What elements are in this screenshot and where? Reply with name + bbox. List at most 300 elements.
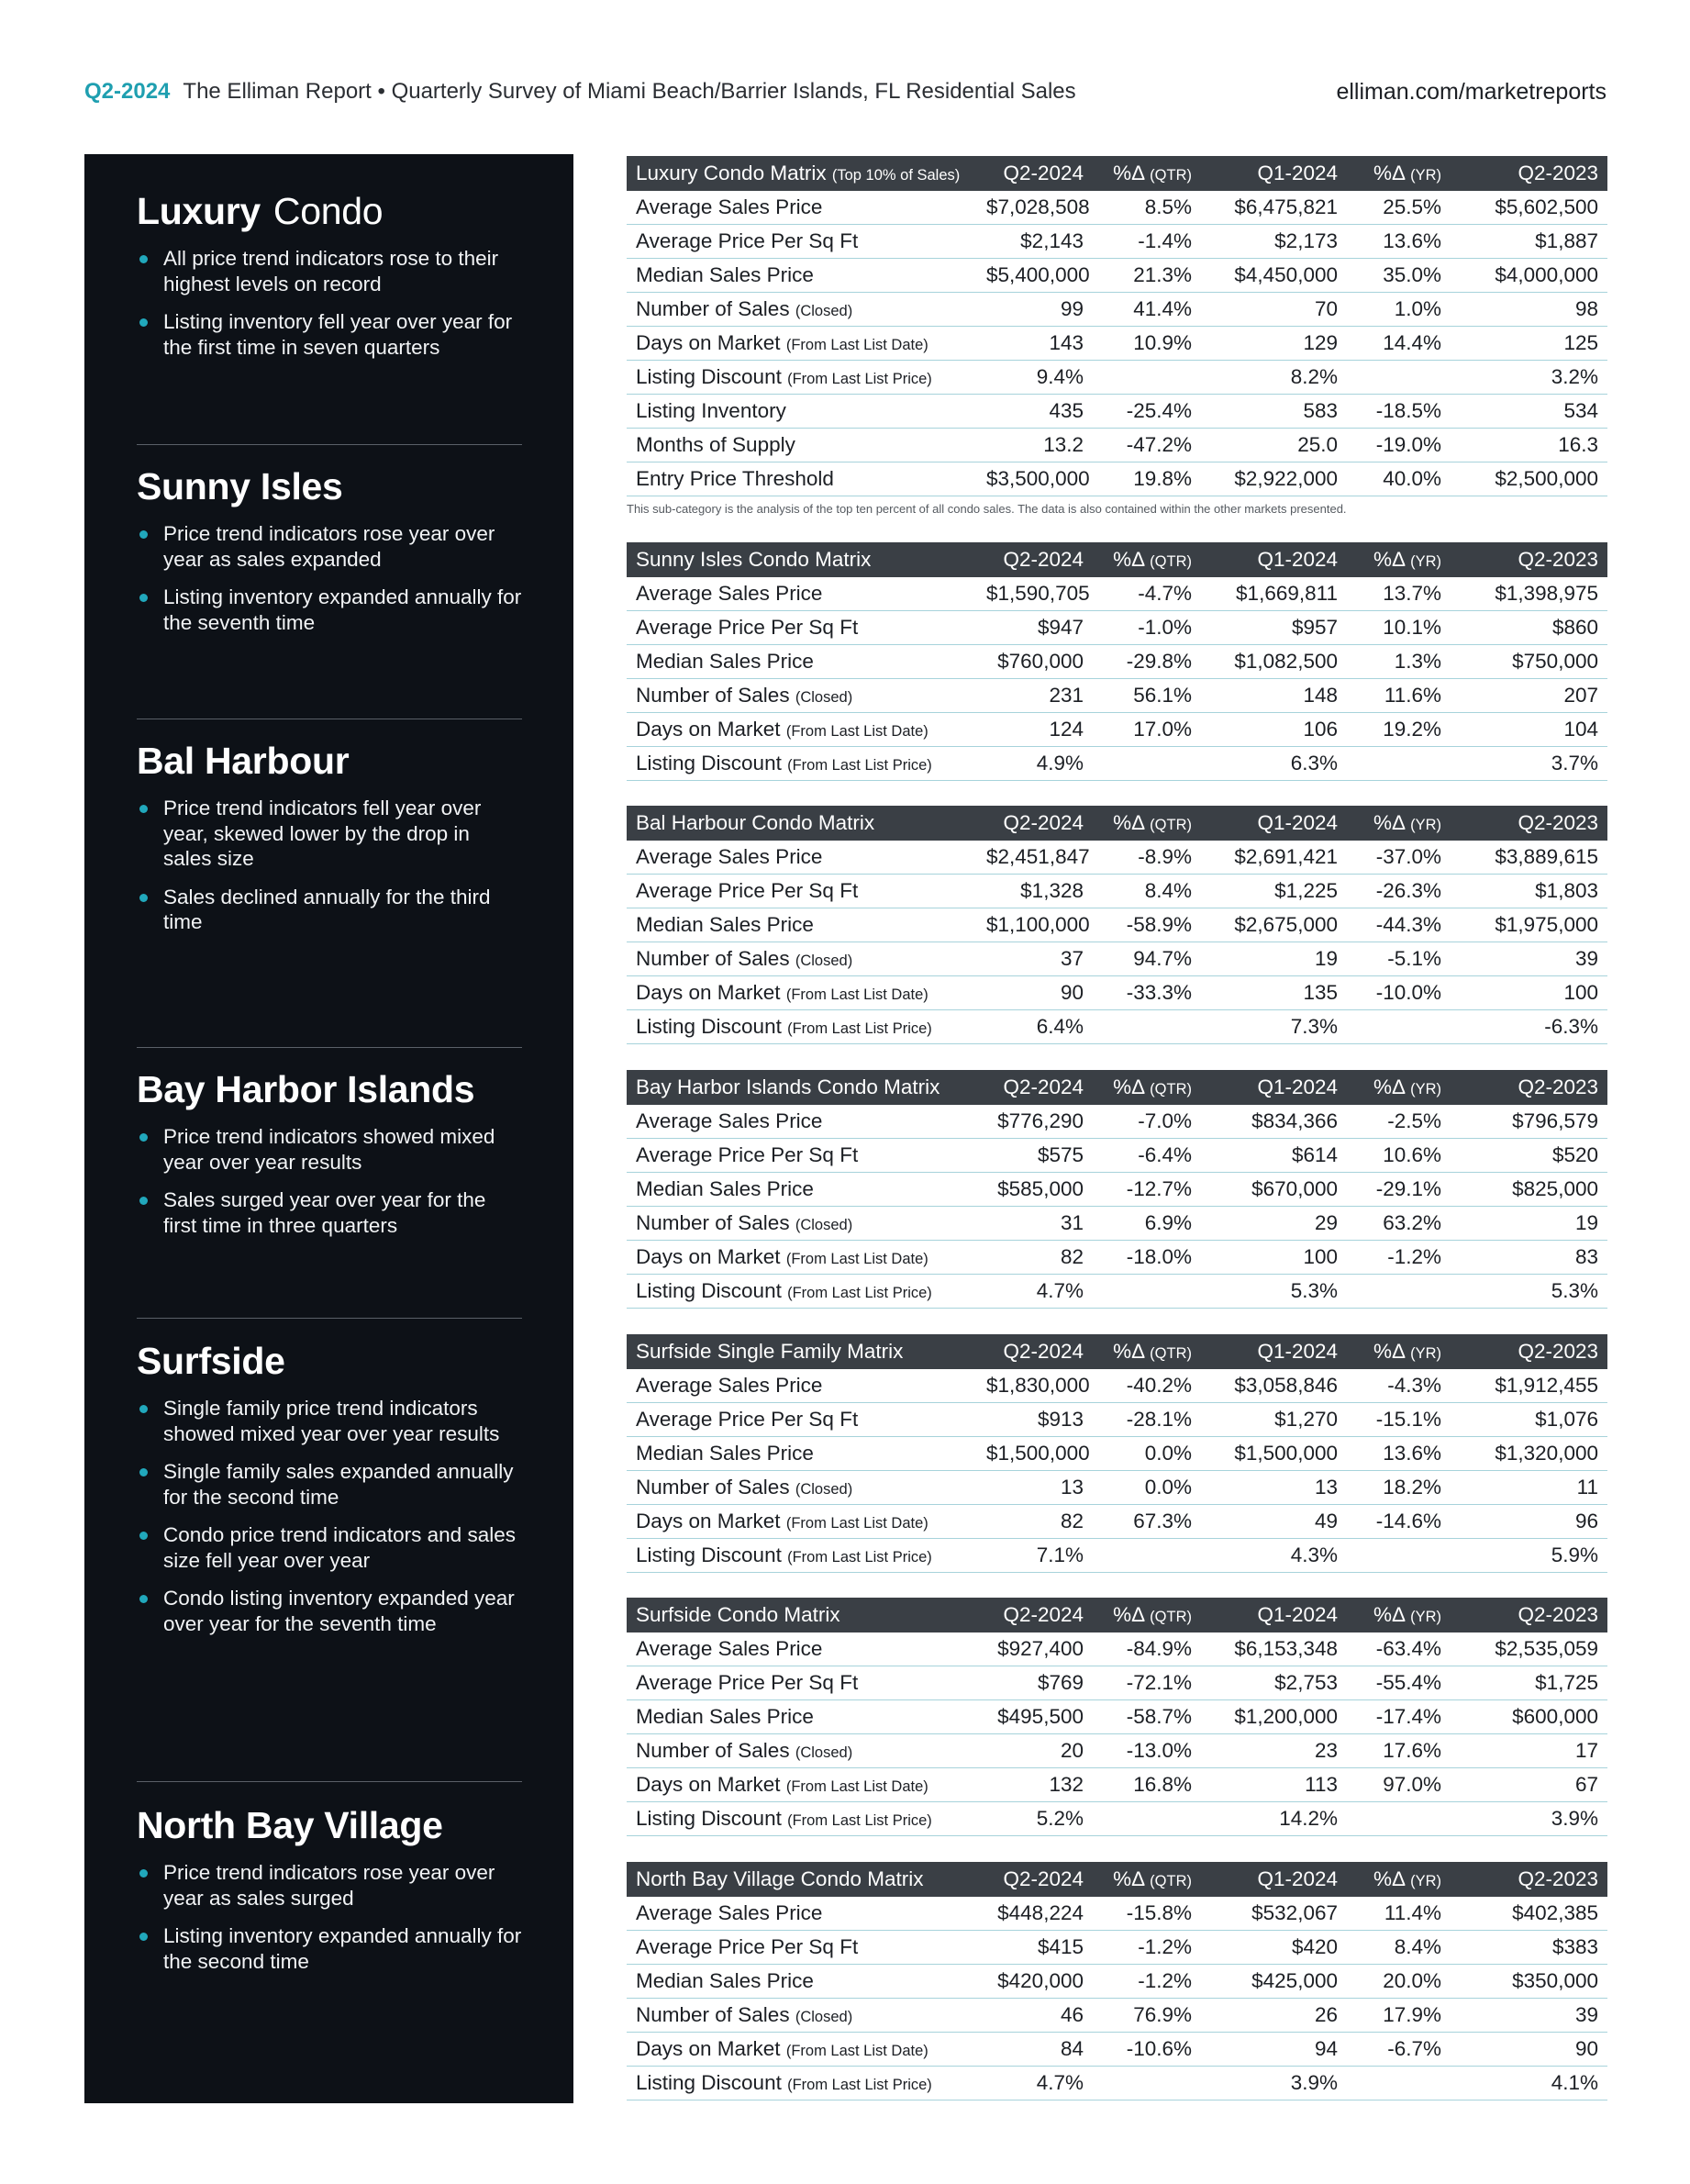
matrix-table-block — [627, 806, 1607, 1044]
col-header-text: %Δ — [1373, 1075, 1405, 1098]
report-url-link[interactable]: elliman.com/marketreports — [1336, 78, 1607, 105]
bullet-dot-icon — [139, 1532, 148, 1540]
matrix-table-block — [627, 542, 1607, 781]
table-cell: $1,076 — [1451, 1403, 1607, 1437]
table-cell: 96 — [1451, 1505, 1607, 1539]
matrix-table — [627, 1862, 1607, 2100]
row-label-text: Average Price Per Sq Ft — [636, 1143, 859, 1166]
sidebar-bullet-text: Sales declined annually for the third time — [163, 885, 491, 933]
table-cell: $1,500,000 — [977, 1437, 1093, 1471]
table-cell: $1,887 — [1451, 225, 1607, 259]
col-header-pct-qtr — [1093, 156, 1201, 191]
matrix-title — [627, 1070, 977, 1105]
row-label-note: (Closed) — [795, 1217, 853, 1233]
sidebar-bullet — [137, 309, 522, 360]
row-label-text: Median Sales Price — [636, 650, 814, 673]
table-cell: 231 — [977, 679, 1093, 713]
col-header-text: Q2-2023 — [1518, 1075, 1598, 1098]
col-header-q2-2024 — [977, 1598, 1093, 1632]
row-label — [627, 1369, 977, 1403]
table-cell: 40.0% — [1347, 462, 1451, 496]
col-header-pct-qtr — [1093, 1598, 1201, 1632]
table-row — [627, 1965, 1607, 1999]
col-header-text: %Δ — [1113, 1603, 1144, 1626]
table-cell: -84.9% — [1093, 1632, 1201, 1666]
col-header-pct-yr — [1347, 1334, 1451, 1369]
bullet-dot-icon — [139, 1933, 148, 1941]
row-label-text: Number of Sales — [636, 1211, 790, 1234]
table-cell: $420,000 — [977, 1965, 1093, 1999]
table-cell: -4.3% — [1347, 1369, 1451, 1403]
matrix-table — [627, 806, 1607, 1044]
col-header-q1-2024 — [1201, 1598, 1347, 1632]
table-cell: 583 — [1201, 395, 1347, 429]
table-cell: 90 — [977, 976, 1093, 1010]
col-header-pct-qtr — [1093, 1862, 1201, 1897]
row-label — [627, 1999, 977, 2033]
table-row — [627, 577, 1607, 611]
row-label-note: (From Last List Date) — [785, 723, 928, 740]
matrix-title-text: Luxury Condo Matrix — [636, 162, 827, 184]
table-cell: $750,000 — [1451, 645, 1607, 679]
table-cell: 14.2% — [1201, 1802, 1347, 1836]
sidebar-bullet-text: Condo price trend indicators and sales size fell year over year — [163, 1523, 516, 1572]
table-cell: -18.5% — [1347, 395, 1451, 429]
table-cell — [1347, 1802, 1451, 1836]
sidebar-section — [137, 739, 522, 948]
matrix-header-row — [627, 542, 1607, 577]
table-cell: 19 — [1451, 1207, 1607, 1241]
table-cell: -29.1% — [1347, 1173, 1451, 1207]
col-header-text: Q2-2024 — [1003, 1075, 1084, 1098]
table-row — [627, 191, 1607, 225]
col-header-pct-qtr — [1093, 1070, 1201, 1105]
row-label-text: Listing Discount — [636, 752, 782, 774]
row-label-note: (Closed) — [795, 303, 853, 319]
matrix-table-block — [627, 1334, 1607, 1573]
col-header-q2-2023 — [1451, 1334, 1607, 1369]
table-cell: 17.0% — [1093, 713, 1201, 747]
table-cell: 20.0% — [1347, 1965, 1451, 1999]
row-label-note: (Closed) — [795, 2009, 853, 2025]
table-cell: 23 — [1201, 1734, 1347, 1768]
table-cell: 1.3% — [1347, 645, 1451, 679]
table-cell: -25.4% — [1093, 395, 1201, 429]
table-cell: 7.1% — [977, 1539, 1093, 1573]
col-header-text: Q2-2024 — [1003, 1340, 1084, 1363]
bullet-dot-icon — [139, 1595, 148, 1603]
table-row — [627, 1897, 1607, 1931]
table-row — [627, 1173, 1607, 1207]
sidebar-section-title — [137, 739, 522, 783]
table-cell: $913 — [977, 1403, 1093, 1437]
table-cell — [1347, 2067, 1451, 2100]
table-cell: 63.2% — [1347, 1207, 1451, 1241]
table-row — [627, 976, 1607, 1010]
table-cell: 10.6% — [1347, 1139, 1451, 1173]
table-row — [627, 942, 1607, 976]
table-row — [627, 462, 1607, 496]
row-label-text: Days on Market — [636, 1245, 781, 1268]
row-label-note: (From Last List Price) — [787, 371, 932, 387]
matrix-title-text: Bal Harbour Condo Matrix — [636, 811, 875, 834]
row-label — [627, 1666, 977, 1700]
sidebar-section — [137, 1803, 522, 1987]
sidebar-divider — [137, 1781, 522, 1782]
row-label — [627, 1931, 977, 1965]
sidebar-section-title — [137, 1339, 522, 1383]
table-cell: 83 — [1451, 1241, 1607, 1275]
row-label — [627, 1802, 977, 1836]
sidebar-bullet-list — [137, 1860, 522, 1974]
row-label-text: Median Sales Price — [636, 913, 814, 936]
col-header-text: Q2-2023 — [1518, 1867, 1598, 1890]
table-cell: -6.4% — [1093, 1139, 1201, 1173]
col-header-text: Q2-2023 — [1518, 1340, 1598, 1363]
table-cell: $860 — [1451, 611, 1607, 645]
table-cell: -1.2% — [1093, 1965, 1201, 1999]
row-label-text: Average Price Per Sq Ft — [636, 1935, 859, 1958]
table-cell: -19.0% — [1347, 429, 1451, 462]
table-cell: -1.2% — [1093, 1931, 1201, 1965]
row-label-note: (Closed) — [795, 689, 853, 706]
row-label-text: Average Sales Price — [636, 1637, 823, 1660]
table-cell: $495,500 — [977, 1700, 1093, 1734]
table-cell: -58.9% — [1093, 908, 1201, 942]
bullet-dot-icon — [139, 530, 148, 539]
matrix-title-text: Sunny Isles Condo Matrix — [636, 548, 872, 571]
table-cell: 10.9% — [1093, 327, 1201, 361]
table-cell: 99 — [977, 293, 1093, 327]
bullet-dot-icon — [139, 255, 148, 263]
col-header-text: %Δ — [1373, 548, 1405, 571]
row-label-text: Median Sales Price — [636, 1177, 814, 1200]
matrix-table — [627, 1334, 1607, 1573]
table-cell: $1,100,000 — [977, 908, 1093, 942]
row-label — [627, 841, 977, 875]
sidebar-bullet — [137, 1396, 522, 1446]
row-label — [627, 395, 977, 429]
col-header-q2-2024 — [977, 1862, 1093, 1897]
matrix-header-row — [627, 1598, 1607, 1632]
table-cell: $1,082,500 — [1201, 645, 1347, 679]
table-cell: 82 — [977, 1505, 1093, 1539]
table-cell: 8.5% — [1093, 191, 1201, 225]
table-cell: 67.3% — [1093, 1505, 1201, 1539]
table-row — [627, 841, 1607, 875]
table-cell: $2,675,000 — [1201, 908, 1347, 942]
table-cell: -28.1% — [1093, 1403, 1201, 1437]
row-label — [627, 1505, 977, 1539]
table-cell: 11.4% — [1347, 1897, 1451, 1931]
table-cell: 5.3% — [1451, 1275, 1607, 1309]
col-header-q1-2024 — [1201, 542, 1347, 577]
col-header-pct-qtr — [1093, 806, 1201, 841]
table-cell: 35.0% — [1347, 259, 1451, 293]
sidebar-bullet-list — [137, 1124, 522, 1238]
table-cell: 56.1% — [1093, 679, 1201, 713]
row-label-note: (From Last List Date) — [785, 337, 928, 353]
col-header-q2-2024 — [977, 806, 1093, 841]
table-cell: 124 — [977, 713, 1093, 747]
table-cell: -47.2% — [1093, 429, 1201, 462]
table-row — [627, 2067, 1607, 2100]
matrix-table-block — [627, 1862, 1607, 2100]
table-cell: 97.0% — [1347, 1768, 1451, 1802]
table-cell: 13.7% — [1347, 577, 1451, 611]
table-row — [627, 1010, 1607, 1044]
sidebar-section — [137, 464, 522, 648]
sidebar-title-text: Luxury — [137, 190, 261, 232]
row-label-text: Average Sales Price — [636, 195, 823, 218]
highlights-sidebar — [84, 154, 573, 2103]
row-label-note: (Closed) — [795, 953, 853, 969]
row-label — [627, 1207, 977, 1241]
row-label-text: Days on Market — [636, 1773, 781, 1796]
table-cell: 4.9% — [977, 747, 1093, 781]
matrix-table — [627, 156, 1607, 496]
matrix-title — [627, 1862, 977, 1897]
sidebar-bullet — [137, 1923, 522, 1974]
sidebar-divider — [137, 1047, 522, 1048]
col-header-q1-2024 — [1201, 156, 1347, 191]
sidebar-title-text: Sunny Isles — [137, 465, 343, 507]
table-cell: 1.0% — [1347, 293, 1451, 327]
table-row — [627, 225, 1607, 259]
table-cell: 10.1% — [1347, 611, 1451, 645]
sidebar-bullet — [137, 885, 522, 935]
row-label — [627, 361, 977, 395]
table-row — [627, 395, 1607, 429]
row-label-text: Entry Price Threshold — [636, 467, 834, 490]
table-cell: 3.7% — [1451, 747, 1607, 781]
row-label-text: Median Sales Price — [636, 263, 814, 286]
row-label-note: (From Last List Date) — [785, 1251, 928, 1267]
table-cell: 207 — [1451, 679, 1607, 713]
row-label — [627, 1105, 977, 1139]
row-label — [627, 1275, 977, 1309]
report-quarter: Q2-2024 — [84, 79, 171, 104]
col-header-note: (YR) — [1410, 817, 1441, 833]
col-header-note: (QTR) — [1150, 167, 1192, 184]
table-cell: 18.2% — [1347, 1471, 1451, 1505]
table-cell: 100 — [1451, 976, 1607, 1010]
table-cell: 100 — [1201, 1241, 1347, 1275]
col-header-text: Q2-2024 — [1003, 548, 1084, 571]
col-header-pct-yr — [1347, 542, 1451, 577]
col-header-pct-yr — [1347, 156, 1451, 191]
table-cell: $6,153,348 — [1201, 1632, 1347, 1666]
table-cell: 98 — [1451, 293, 1607, 327]
col-header-text: %Δ — [1373, 1603, 1405, 1626]
row-label-note: (From Last List Price) — [787, 757, 932, 774]
table-cell: 94.7% — [1093, 942, 1201, 976]
table-cell: 135 — [1201, 976, 1347, 1010]
sidebar-section — [137, 189, 522, 373]
table-cell: $1,200,000 — [1201, 1700, 1347, 1734]
row-label — [627, 908, 977, 942]
bullet-dot-icon — [139, 1405, 148, 1413]
matrix-header-row — [627, 1862, 1607, 1897]
table-cell: $6,475,821 — [1201, 191, 1347, 225]
matrix-title — [627, 156, 977, 191]
table-cell: $3,500,000 — [977, 462, 1093, 496]
col-header-pct-yr — [1347, 806, 1451, 841]
row-label — [627, 1471, 977, 1505]
row-label — [627, 1734, 977, 1768]
row-label-note: (From Last List Price) — [787, 1549, 932, 1566]
table-cell: -26.3% — [1347, 875, 1451, 908]
table-cell: -63.4% — [1347, 1632, 1451, 1666]
table-cell — [1093, 361, 1201, 395]
row-label-text: Listing Inventory — [636, 399, 786, 422]
row-label-note: (Closed) — [795, 1481, 853, 1498]
table-row — [627, 429, 1607, 462]
table-cell: $448,224 — [977, 1897, 1093, 1931]
table-cell: $402,385 — [1451, 1897, 1607, 1931]
table-cell: -12.7% — [1093, 1173, 1201, 1207]
table-row — [627, 361, 1607, 395]
matrix-title — [627, 542, 977, 577]
table-cell: -17.4% — [1347, 1700, 1451, 1734]
table-cell — [1093, 1539, 1201, 1573]
table-row — [627, 747, 1607, 781]
table-cell: $1,398,975 — [1451, 577, 1607, 611]
table-cell: 13.2 — [977, 429, 1093, 462]
row-label-text: Average Price Per Sq Ft — [636, 616, 859, 639]
table-cell: $834,366 — [1201, 1105, 1347, 1139]
sidebar-bullet-text: Sales surged year over year for the first time in three quarters — [163, 1188, 486, 1237]
table-row — [627, 2033, 1607, 2067]
col-header-q1-2024 — [1201, 1334, 1347, 1369]
row-label-text: Number of Sales — [636, 297, 790, 320]
table-row — [627, 875, 1607, 908]
row-label-text: Days on Market — [636, 331, 781, 354]
table-cell: 20 — [977, 1734, 1093, 1768]
table-cell: 11 — [1451, 1471, 1607, 1505]
table-cell: $1,725 — [1451, 1666, 1607, 1700]
table-cell: 17.9% — [1347, 1999, 1451, 2033]
sidebar-bullet — [137, 1586, 522, 1636]
matrix-title-note: (Top 10% of Sales) — [831, 167, 961, 184]
row-label-text: Median Sales Price — [636, 1705, 814, 1728]
matrix-table-block — [627, 1598, 1607, 1836]
table-cell: $670,000 — [1201, 1173, 1347, 1207]
row-label — [627, 1173, 977, 1207]
table-cell: 25.0 — [1201, 429, 1347, 462]
table-row — [627, 1437, 1607, 1471]
table-cell: 4.7% — [977, 1275, 1093, 1309]
col-header-text: %Δ — [1113, 548, 1144, 571]
table-cell: 49 — [1201, 1505, 1347, 1539]
table-cell: $2,535,059 — [1451, 1632, 1607, 1666]
table-row — [627, 1734, 1607, 1768]
table-cell: $957 — [1201, 611, 1347, 645]
col-header-note: (YR) — [1410, 1873, 1441, 1889]
col-header-note: (YR) — [1410, 1609, 1441, 1625]
bullet-dot-icon — [139, 1133, 148, 1142]
table-cell: 8.2% — [1201, 361, 1347, 395]
col-header-note: (YR) — [1410, 1345, 1441, 1362]
row-label-note: (From Last List Date) — [785, 1778, 928, 1795]
row-label-text: Listing Discount — [636, 1807, 782, 1830]
row-label — [627, 1403, 977, 1437]
table-row — [627, 1275, 1607, 1309]
table-cell: 37 — [977, 942, 1093, 976]
col-header-q2-2023 — [1451, 542, 1607, 577]
table-cell: 5.9% — [1451, 1539, 1607, 1573]
table-cell: -1.4% — [1093, 225, 1201, 259]
table-cell — [1093, 1275, 1201, 1309]
table-cell: 9.4% — [977, 361, 1093, 395]
col-header-text: %Δ — [1373, 162, 1405, 184]
table-cell: 6.9% — [1093, 1207, 1201, 1241]
table-cell: 16.8% — [1093, 1768, 1201, 1802]
table-row — [627, 1632, 1607, 1666]
table-cell: $1,912,455 — [1451, 1369, 1607, 1403]
sidebar-bullet-text: Single family sales expanded annually for the second time — [163, 1460, 514, 1509]
sidebar-bullet-text: Price trend indicators showed mixed year over year results — [163, 1125, 495, 1174]
table-cell: $2,691,421 — [1201, 841, 1347, 875]
matrix-title — [627, 1598, 977, 1632]
sidebar-bullet-list — [137, 1396, 522, 1636]
row-label-note: (From Last List Date) — [785, 1515, 928, 1532]
table-cell: 26 — [1201, 1999, 1347, 2033]
table-cell — [1093, 2067, 1201, 2100]
row-label-text: Median Sales Price — [636, 1969, 814, 1992]
row-label-text: Average Sales Price — [636, 1109, 823, 1132]
table-cell: $614 — [1201, 1139, 1347, 1173]
table-cell: -15.8% — [1093, 1897, 1201, 1931]
col-header-text: Q2-2023 — [1518, 811, 1598, 834]
table-row — [627, 1241, 1607, 1275]
col-header-note: (YR) — [1410, 167, 1441, 184]
matrix-footnote: This sub-category is the analysis of the top ten percent of all condo sales. The data is also contained within the other markets presented. — [627, 502, 1347, 516]
row-label-text: Average Sales Price — [636, 1901, 823, 1924]
table-row — [627, 611, 1607, 645]
table-cell: 84 — [977, 2033, 1093, 2067]
col-header-text: Q2-2024 — [1003, 1603, 1084, 1626]
table-cell: $1,320,000 — [1451, 1437, 1607, 1471]
row-label-text: Average Price Per Sq Ft — [636, 1408, 859, 1431]
table-cell: $1,500,000 — [1201, 1437, 1347, 1471]
row-label — [627, 679, 977, 713]
table-cell: 435 — [977, 395, 1093, 429]
table-cell: 6.3% — [1201, 747, 1347, 781]
table-cell: -2.5% — [1347, 1105, 1451, 1139]
matrix-table — [627, 1070, 1607, 1309]
table-cell: 13.6% — [1347, 225, 1451, 259]
col-header-q2-2023 — [1451, 156, 1607, 191]
table-cell: 94 — [1201, 2033, 1347, 2067]
sidebar-bullet-text: Price trend indicators rose year over year as sales surged — [163, 1861, 495, 1910]
table-cell: -33.3% — [1093, 976, 1201, 1010]
row-label — [627, 259, 977, 293]
table-cell: $1,590,705 — [977, 577, 1093, 611]
table-cell: -15.1% — [1347, 1403, 1451, 1437]
sidebar-title-text: North Bay Village — [137, 1804, 443, 1846]
table-cell: $5,400,000 — [977, 259, 1093, 293]
row-label — [627, 1539, 977, 1573]
table-cell: 17 — [1451, 1734, 1607, 1768]
sidebar-bullet — [137, 1522, 522, 1573]
matrix-title-text: Bay Harbor Islands Condo Matrix — [636, 1075, 940, 1098]
row-label — [627, 1010, 977, 1044]
sidebar-bullet-text: Condo listing inventory expanded year over year for the seventh time — [163, 1587, 515, 1635]
row-label — [627, 225, 977, 259]
table-cell: -10.6% — [1093, 2033, 1201, 2067]
bullet-dot-icon — [139, 318, 148, 327]
